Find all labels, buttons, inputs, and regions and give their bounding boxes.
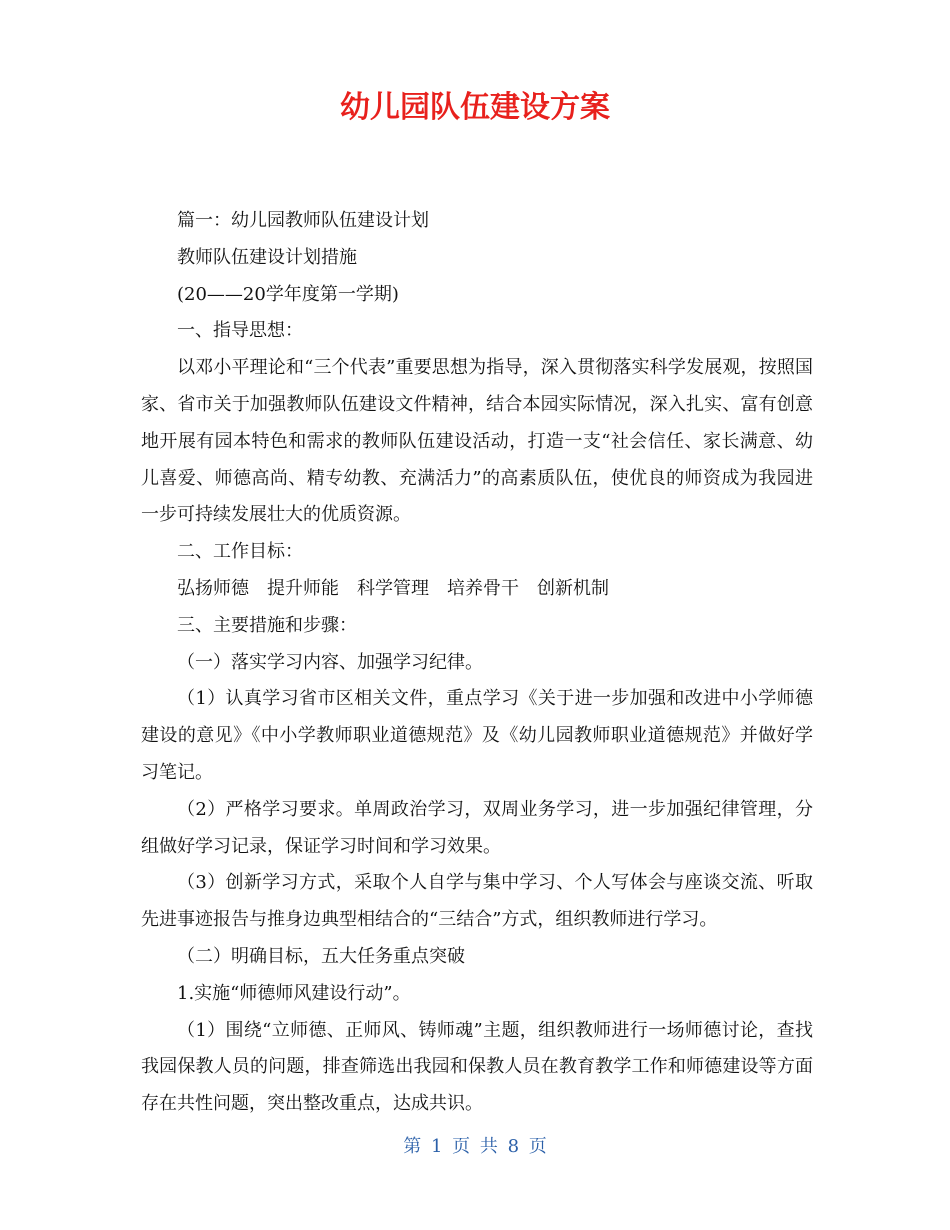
paragraph-subheading-2: （二）明确目标，五大任务重点突破 (177, 945, 465, 967)
paragraph-section-heading: 篇一：幼儿园教师队伍建设计划 (177, 210, 429, 231)
paragraph-action-item-1: （1）围绕“立师德、正师风、铸师魂”主题，组织教师进行一场师德讨论，查找我园保教人员的问题，排查筛选出我园和保教人员在教育教学工作和师德建设等方面存在共性问题，突出整改重点，达成共识。 (141, 1019, 813, 1115)
paragraph-item-2: （2）严格学习要求。单周政治学习，双周业务学习，进一步加强纪律管理，分组做好学习记录，保证学习时间和学习效果。 (141, 798, 813, 857)
paragraph-heading-goals: 二、工作目标： (177, 541, 303, 563)
paragraph-term: (20——20学年度第一学期) (177, 283, 399, 305)
paragraph-heading-measures: 三、主要措施和步骤： (177, 614, 357, 636)
paragraph-subheading-1: （一）落实学习内容、加强学习纪律。 (177, 651, 483, 673)
paragraph-item-1: （1）认真学习省市区相关文件，重点学习《关于进一步加强和改进中小学师德建设的意见》《中小学教师职业道德规范》及《幼儿园教师职业道德规范》并做好学习笔记。 (141, 688, 813, 783)
document-body (141, 203, 813, 1123)
paragraph-goals-list: 弘扬师德 提升师能 科学管理 培养骨干 创新机制 (177, 577, 609, 599)
paragraph-guiding-text: 以邓小平理论和“三个代表”重要思想为指导，深入贯彻落实科学发展观，按照国家、省市关于加强教师队伍建设文件精神，结合本园实际情况，深入扎实、富有创意地开展有园本特色和需求的教师队伍建设活动，打造一支“社会信任、家长满意、幼儿喜爱、师德高尚、精专幼教、充满活力”的高素质队伍，使优良的师资成为我园进一步可持续发展壮大的优质资源。 (141, 357, 813, 526)
paragraph-item-3: （3）创新学习方式，采取个人自学与集中学习、个人写体会与座谈交流、听取先进事迹报告与推身边典型相结合的“三结合”方式，组织教师进行学习。 (141, 872, 813, 931)
paragraph-action-1: 1.实施“师德师风建设行动”。 (177, 982, 411, 1004)
paragraph-plan-title: 教师队伍建设计划措施 (177, 246, 357, 268)
paragraph-heading-guiding: 一、指导思想： (177, 320, 303, 342)
page-number-footer: 第 1 页 共 8 页 (403, 1136, 547, 1157)
document-title: 幼儿园队伍建设方案 (340, 90, 610, 125)
